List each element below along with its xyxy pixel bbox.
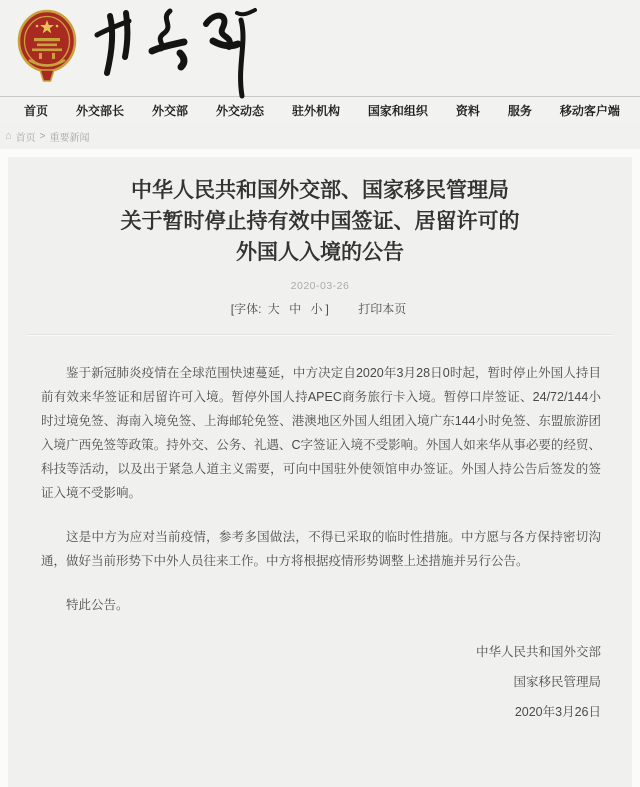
nav-item-foreign-minister[interactable]: 外交部长 [75, 103, 124, 118]
article-title-line: 关于暂时停止持有效中国签证、居留许可的 [120, 210, 520, 233]
nav-item-overseas-missions[interactable]: 驻外机构 [291, 103, 340, 118]
article-title-line: 中华人民共和国外交部、国家移民管理局 [131, 179, 509, 202]
article-title [8, 157, 632, 268]
nav-item-resources[interactable]: 资料 [455, 103, 480, 118]
breadcrumb-home-link[interactable]: 首页 [15, 132, 36, 144]
home-icon: ⌂ [5, 129, 12, 142]
font-size-bracket-close: ] [325, 302, 329, 316]
nav-item-mobile-client[interactable]: 移动客户端 [559, 103, 620, 118]
font-size-label: [字体: [230, 302, 262, 316]
main-nav [0, 96, 640, 123]
breadcrumb-current: 重要新闻 [49, 132, 90, 144]
font-size-small-button[interactable]: 小 [310, 302, 323, 316]
breadcrumb [0, 123, 640, 149]
signature-block [41, 637, 601, 727]
nav-item-ministry[interactable]: 外交部 [151, 103, 188, 118]
signature-line-nia: 国家移民管理局 [513, 675, 601, 689]
print-page-button[interactable]: 打印本页 [358, 302, 407, 316]
nav-item-home[interactable]: 首页 [24, 103, 49, 118]
nav-item-services[interactable]: 服务 [507, 103, 532, 118]
article-body [8, 336, 632, 727]
signature-date: 2020年3月26日 [514, 705, 601, 719]
signature-line-mfa: 中华人民共和国外交部 [475, 645, 601, 659]
paragraph-closing: 特此公告。 [66, 598, 129, 612]
article-panel [8, 157, 632, 787]
breadcrumb-separator: > [39, 130, 46, 142]
font-size-large-button[interactable]: 大 [267, 302, 280, 316]
article-toolbar [8, 300, 632, 317]
nav-item-diplomatic-news[interactable]: 外交动态 [215, 103, 264, 118]
site-header [0, 0, 640, 96]
mfa-calligraphy-logo[interactable] [86, 0, 271, 100]
paragraph: 这是中方为应对当前疫情，参考多国做法，不得已采取的临时性措施。中方愿与各方保持密切沟通，做好当前形势下中外人员往来工作。中方将根据疫情形势调整上述措施并另行公告。 [41, 530, 601, 568]
publish-date: 2020-03-26 [290, 280, 350, 292]
article-title-line: 外国人入境的公告 [236, 241, 404, 264]
font-size-medium-button[interactable]: 中 [289, 302, 302, 316]
paragraph: 鉴于新冠肺炎疫情在全球范围快速蔓延，中方决定自2020年3月28日0时起，暂时停止外国人持目前有效来华签证和居留许可入境。暂停外国人持APEC商务旅行卡入境。暂停口岸签证、24/72/144小时过境免签、海南入境免签、上海邮轮免签、港澳地区外国人组团入境广东144小时免签、东盟旅游团入境广西免签等政策。持外交、公务、礼遇、C字签证入境不受影响。外国人如来华从事必要的经贸、科技等活动，以及出于紧急人道主义需要，可向中国驻外使领馆申办签证。外国人持公告后签发的签证入境不受影响。 [41, 366, 601, 500]
national-emblem-icon [17, 8, 77, 84]
nav-item-countries-and-organizations[interactable]: 国家和组织 [367, 103, 428, 118]
